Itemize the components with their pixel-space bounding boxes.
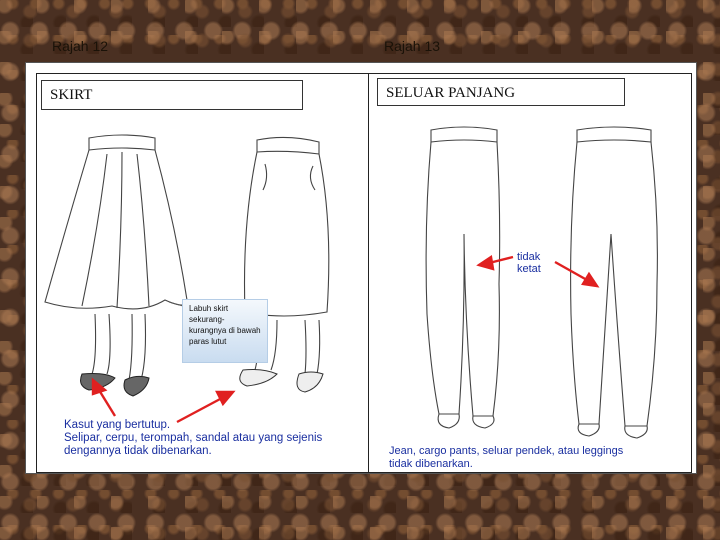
flared-skirt-drawing — [45, 135, 187, 380]
shoe-pair-left — [81, 374, 149, 397]
trousers-rule-line-2: tidak dibenarkan. — [389, 458, 473, 470]
skirt-length-callout: Labuh skirt sekurang-kurangnya di bawah paras lutut — [182, 299, 268, 363]
not-tight-label-line-2: ketat — [517, 263, 541, 275]
illustration-frame — [25, 62, 697, 474]
footwear-rule-line-3: dengannya tidak dibenarkan. — [64, 445, 212, 457]
trousers-rule-line-1: Jean, cargo pants, seluar pendek, atau leggings — [389, 445, 624, 457]
shoe-pair-right — [240, 370, 323, 393]
skirt-illustration — [37, 74, 368, 474]
shoe-arrows — [93, 380, 233, 422]
footwear-rule-note — [64, 419, 364, 458]
not-tight-label — [517, 251, 541, 275]
seluar-panel — [368, 73, 692, 473]
footwear-rule-line-2: Selipar, cerpu, terompah, sandal atau yang sejenis — [64, 432, 323, 444]
skirt-panel — [36, 73, 369, 473]
seluar-title: SELUAR PANJANG — [377, 78, 625, 106]
figure-caption-rajah-13: Rajah 13 — [384, 38, 441, 54]
footwear-rule-line-1: Kasut yang bertutup. — [64, 419, 171, 431]
wide-trousers-drawing — [426, 127, 500, 428]
skirt-title: SKIRT — [41, 80, 303, 110]
not-tight-label-line-1: tidak — [517, 251, 541, 263]
trousers-rule-note — [389, 445, 689, 471]
figure-caption-rajah-12: Rajah 12 — [52, 38, 109, 54]
